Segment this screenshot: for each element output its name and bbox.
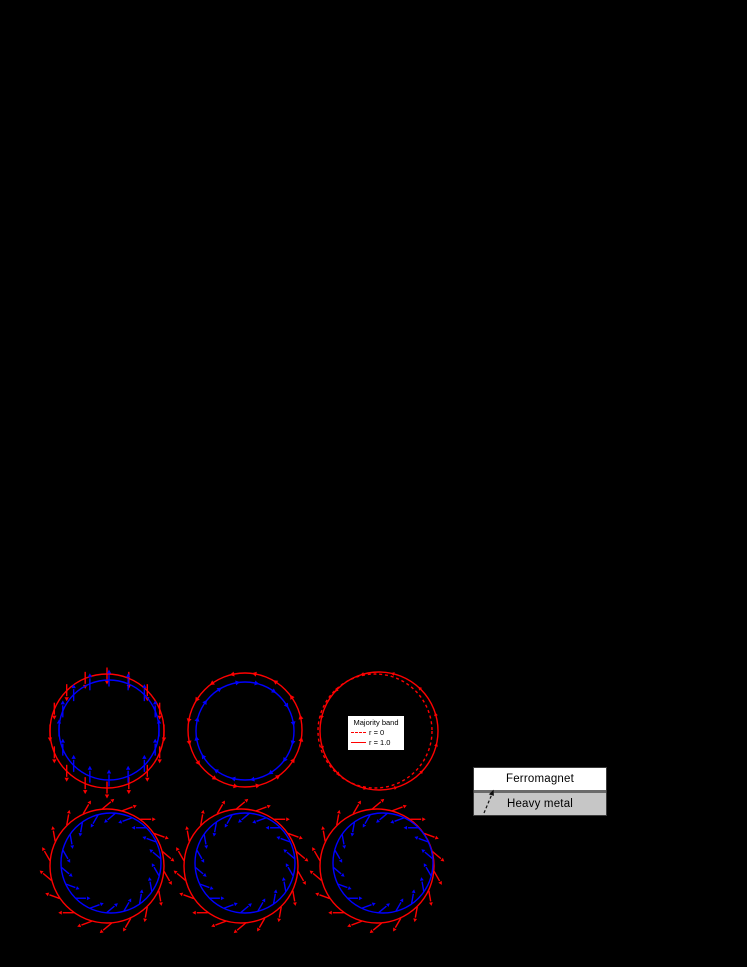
- bottom-right-blue-band-spin-arrow-head: [372, 903, 376, 907]
- bottom-left-blue-band-spin-arrow-head: [132, 826, 136, 830]
- top-left-blue-band-spin-arrow-head: [153, 739, 157, 743]
- bottom-right-blue-band-spin-arrow-head: [342, 845, 346, 849]
- bottom-middle-blue-band-spin-arrow-head: [221, 896, 225, 900]
- bottom-middle-blue-band-spin-arrow-head: [282, 877, 286, 881]
- bottom-right-blue-band-spin-arrow-head: [390, 820, 394, 824]
- panel-top-left: [48, 668, 166, 799]
- top-left-red-band-spin-arrow-head: [145, 778, 149, 782]
- bottom-middle-red-band-spin-arrow-head: [221, 800, 224, 804]
- bottom-left-blue-band-spin-arrow-head: [152, 863, 155, 867]
- bottom-right-red-band-spin-arrow-head: [315, 893, 319, 897]
- top-left-blue-band-spin-arrow-head: [88, 673, 92, 677]
- bottom-middle-blue-band-spin-arrow-head: [201, 859, 204, 863]
- bottom-left-red-band-spin-arrow-head: [87, 800, 90, 804]
- bottom-right-blue-band-spin-arrow: [362, 905, 371, 908]
- bottom-left-blue-band-spin-arrow-head: [128, 898, 131, 902]
- bottom-left-red-band-spin-arrow: [122, 807, 132, 811]
- bottom-left-red-band-spin-arrow-head: [42, 847, 45, 851]
- bottom-right-blue-band-spin-arrow-head: [363, 824, 366, 828]
- bottom-middle-red-band-spin-arrow-head: [176, 847, 179, 851]
- panel-bottom-right: [310, 799, 445, 933]
- bottom-middle-red-band-spin-arrow: [215, 921, 225, 925]
- bottom-middle-red-band-circle: [184, 809, 298, 923]
- bottom-middle-blue-band-spin-arrow-head: [252, 820, 256, 824]
- top-left-blue-band-spin-arrow-head: [107, 770, 111, 774]
- bottom-left-red-band-spin-arrow-head: [159, 902, 163, 906]
- bottom-left-red-band-spin-arrow-head: [165, 836, 169, 840]
- bottom-left-red-band-spin-arrow: [164, 871, 170, 881]
- bottom-right-blue-band-spin-arrow: [426, 867, 431, 876]
- bottom-middle-red-band-spin-arrow-head: [211, 924, 215, 928]
- bottom-left-red-band-spin-arrow-head: [123, 928, 126, 932]
- bottom-left-blue-band-spin-arrow: [90, 905, 99, 908]
- top-middle-red-band-circle: [188, 673, 302, 787]
- top-left-red-band-spin-arrow-head: [157, 759, 161, 763]
- bottom-left-red-band-spin-arrow-head: [51, 826, 55, 830]
- bottom-left-red-band-spin-arrow: [44, 851, 50, 861]
- bottom-right-red-band-spin-arrow-head: [403, 805, 407, 809]
- bottom-left-blue-band-spin-arrow: [107, 906, 115, 912]
- bottom-right-red-band-spin-arrow-head: [435, 836, 439, 840]
- bottom-right-blue-band-spin-arrow: [422, 882, 424, 892]
- bottom-left-blue-band-spin-arrow: [123, 818, 132, 821]
- bottom-left-red-band-spin-arrow: [159, 891, 161, 902]
- bottom-left-blue-band-spin-arrow: [63, 850, 68, 859]
- bottom-left-blue-band-spin-arrow-head: [87, 896, 91, 900]
- top-left-red-band-spin-arrow-head: [64, 778, 68, 782]
- bottom-middle-blue-band-spin-arrow: [242, 813, 250, 819]
- bottom-middle-blue-band-spin-arrow-head: [225, 824, 228, 828]
- bottom-middle-red-band-spin-arrow-head: [257, 928, 260, 932]
- top-middle-red-band-spin-arrow-head: [299, 715, 304, 720]
- bottom-middle-blue-band-spin-arrow-head: [266, 826, 270, 830]
- bottom-right-blue-band-spin-arrow-head: [339, 859, 342, 863]
- bottom-left-blue-band-spin-arrow: [150, 882, 152, 892]
- bottom-left-blue-band-spin-arrow: [108, 813, 116, 819]
- bottom-right-blue-band-spin-arrow-head: [400, 898, 403, 902]
- bottom-right-red-band-spin-arrow-head: [429, 902, 433, 906]
- legend-label-r1: r = 1.0: [369, 738, 391, 747]
- top-left-blue-band-spin-arrow-head: [71, 755, 75, 759]
- top-left-blue-band-spin-arrow-head: [126, 766, 130, 770]
- top-middle-red-band-spin-arrow-head: [187, 740, 192, 745]
- bottom-left-red-band-spin-arrow-head: [143, 918, 147, 922]
- bottom-right-blue-band-spin-arrow-head: [359, 896, 363, 900]
- bottom-middle-red-band-spin-arrow: [237, 923, 245, 930]
- top-left-red-band-spin-arrow-head: [52, 716, 56, 720]
- legend-row-r0: [350, 728, 402, 738]
- bottom-middle-red-band-spin-arrow: [178, 851, 184, 861]
- bottom-right-blue-band-spin-arrow-head: [414, 836, 418, 840]
- bottom-middle-blue-band-spin-arrow-head: [210, 886, 214, 890]
- top-left-blue-band-spin-arrow-head: [126, 673, 130, 677]
- top-middle-blue-band-spin-arrow-head: [254, 681, 259, 686]
- top-left-red-band-spin-arrow-head: [127, 790, 131, 794]
- panel-bottom-middle: [174, 799, 309, 933]
- legend-solid-line-icon: [351, 742, 366, 743]
- bottom-left-red-band-spin-arrow-head: [67, 810, 71, 814]
- bottom-right-red-band-spin-arrow: [372, 802, 380, 809]
- bottom-middle-red-band-spin-arrow-head: [299, 836, 303, 840]
- top-left-blue-band-spin-arrow-head: [61, 700, 65, 704]
- top-left-red-band-spin-arrow-head: [52, 759, 56, 763]
- bottom-middle-red-band-spin-arrow-head: [179, 893, 183, 897]
- bottom-middle-red-band-spin-arrow: [236, 802, 244, 809]
- bottom-middle-blue-band-spin-arrow-head: [276, 836, 280, 840]
- top-middle-blue-band-spin-arrow-head: [195, 717, 200, 722]
- bottom-right-red-band-spin-arrow-head: [347, 924, 351, 928]
- bottom-middle-blue-band-spin-arrow-head: [234, 903, 238, 907]
- bottom-middle-blue-band-spin-arrow: [257, 818, 266, 821]
- bilayer-schematic: [473, 767, 607, 816]
- bottom-right-red-band-spin-arrow-head: [321, 826, 325, 830]
- bottom-left-red-band-spin-arrow-head: [58, 911, 62, 915]
- bottom-right-blue-band-spin-arrow-head: [404, 826, 408, 830]
- bottom-middle-red-band-spin-arrow-head: [201, 810, 205, 814]
- bottom-left-blue-band-spin-arrow-head: [91, 824, 94, 828]
- bottom-right-red-band-spin-arrow: [323, 831, 325, 842]
- bottom-right-red-band-spin-arrow-head: [357, 800, 360, 804]
- bottom-right-blue-band-spin-arrow: [380, 813, 388, 819]
- top-middle-blue-band-spin-arrow-head: [231, 777, 236, 782]
- bottom-left-red-band-spin-arrow-head: [77, 924, 81, 928]
- bottom-right-red-band-spin-arrow-head: [422, 817, 426, 821]
- bottom-right-red-band-spin-arrow: [314, 851, 320, 861]
- bottom-left-blue-band-spin-arrow: [70, 835, 72, 845]
- bottom-right-red-band-spin-arrow-head: [312, 847, 315, 851]
- bottom-middle-red-band-spin-arrow-head: [302, 881, 305, 885]
- bottom-middle-blue-band-spin-arrow: [197, 850, 202, 859]
- bottom-middle-red-band-spin-arrow: [256, 807, 266, 811]
- top-middle-red-band-spin-arrow-head: [255, 784, 260, 789]
- bottom-middle-red-band-spin-arrow-head: [192, 911, 196, 915]
- heavy-metal-layer: [473, 793, 607, 816]
- legend-dashed-line-icon: [351, 732, 366, 733]
- legend-majority-band: [347, 715, 405, 751]
- bottom-left-red-band-spin-arrow-head: [168, 881, 171, 885]
- bottom-middle-blue-band-spin-arrow: [288, 867, 293, 876]
- bottom-right-red-band-spin-arrow-head: [328, 911, 332, 915]
- bottom-right-blue-band-spin-arrow-head: [348, 886, 352, 890]
- bottom-middle-blue-band-spin-arrow-head: [262, 898, 265, 902]
- top-middle-blue-band-circle: [196, 682, 294, 780]
- legend-title: Majority band: [353, 718, 399, 727]
- bottom-left-red-band-spin-arrow-head: [45, 893, 49, 897]
- bottom-left-red-band-spin-arrow: [81, 921, 91, 925]
- bottom-middle-red-band-spin-arrow-head: [277, 918, 281, 922]
- bottom-left-blue-band-spin-arrow-head: [142, 836, 146, 840]
- top-middle-blue-band-spin-arrow-head: [291, 740, 296, 745]
- bottom-right-red-band-spin-arrow: [429, 891, 431, 902]
- bottom-right-blue-band-spin-arrow: [395, 818, 404, 821]
- bottom-right-blue-band-spin-arrow-head: [412, 889, 416, 893]
- heavy-metal-label: Heavy metal: [506, 798, 574, 810]
- bottom-right-blue-band-spin-arrow: [379, 906, 387, 912]
- top-middle-red-band-spin-arrow-head: [230, 672, 235, 677]
- bottom-middle-red-band-spin-arrow-head: [293, 902, 297, 906]
- bottom-left-red-band-spin-arrow: [102, 802, 110, 809]
- top-left-blue-band-spin-arrow-head: [142, 755, 146, 759]
- bottom-left-red-band-spin-arrow: [103, 923, 111, 930]
- bottom-right-blue-band-spin-arrow-head: [424, 863, 427, 867]
- bottom-middle-red-band-spin-arrow: [293, 891, 295, 902]
- bottom-right-red-band-spin-arrow: [373, 923, 381, 930]
- top-left-blue-band-spin-arrow-head: [61, 739, 65, 743]
- bottom-right-red-band-spin-arrow-head: [438, 881, 441, 885]
- bottom-middle-blue-band-spin-arrow-head: [213, 833, 217, 837]
- ferromagnet-layer: [473, 767, 607, 790]
- panel-bottom-left: [40, 799, 175, 933]
- bottom-right-red-band-spin-arrow-head: [413, 918, 417, 922]
- top-left-red-band-spin-arrow-head: [83, 790, 87, 794]
- bottom-right-blue-band-spin-arrow-head: [351, 833, 355, 837]
- bottom-left-blue-band-spin-arrow-head: [67, 859, 70, 863]
- bottom-left-blue-band-spin-arrow-head: [70, 845, 74, 849]
- bottom-left-red-band-spin-arrow: [53, 831, 55, 842]
- bottom-left-red-band-spin-arrow-head: [152, 817, 156, 821]
- bottom-right-blue-band-spin-arrow-head: [420, 877, 424, 881]
- bottom-right-red-band-spin-arrow: [392, 807, 402, 811]
- top-left-red-band-spin-arrow-head: [105, 795, 109, 799]
- panel-top-middle: [187, 672, 304, 789]
- bottom-middle-blue-band-spin-arrow-head: [204, 845, 208, 849]
- bottom-left-red-band-circle: [50, 809, 164, 923]
- bottom-middle-red-band-spin-arrow-head: [286, 817, 290, 821]
- bottom-middle-blue-band-spin-arrow: [204, 835, 206, 845]
- ferromagnet-label: Ferromagnet: [505, 773, 575, 785]
- bottom-left-blue-band-spin-arrow-head: [76, 886, 80, 890]
- bottom-right-blue-band-spin-arrow: [335, 850, 340, 859]
- bottom-middle-blue-band-spin-arrow: [284, 882, 286, 892]
- bottom-left-blue-band-spin-arrow-head: [79, 833, 83, 837]
- bottom-middle-red-band-spin-arrow: [187, 831, 189, 842]
- bottom-middle-blue-band-spin-arrow-head: [286, 863, 289, 867]
- bottom-left-blue-band-spin-arrow-head: [140, 889, 144, 893]
- legend-row-r1: [350, 738, 402, 748]
- bottom-left-blue-band-spin-arrow-head: [118, 820, 122, 824]
- bottom-left-blue-band-spin-arrow: [154, 867, 159, 876]
- bottom-right-red-band-spin-arrow-head: [393, 928, 396, 932]
- bottom-middle-red-band-spin-arrow-head: [185, 826, 189, 830]
- bottom-right-red-band-spin-arrow: [434, 871, 440, 881]
- bottom-left-blue-band-spin-arrow-head: [100, 903, 104, 907]
- bottom-middle-blue-band-spin-arrow: [224, 905, 233, 908]
- top-left-blue-band-spin-arrow-head: [88, 766, 92, 770]
- bottom-middle-blue-band-spin-arrow: [241, 906, 249, 912]
- bottom-left-red-band-spin-arrow-head: [133, 805, 137, 809]
- bottom-middle-red-band-spin-arrow-head: [267, 805, 271, 809]
- bottom-right-red-band-spin-arrow-head: [337, 810, 341, 814]
- bottom-middle-red-band-spin-arrow: [298, 871, 304, 881]
- bottom-left-blue-band-spin-arrow-head: [148, 877, 152, 881]
- legend-label-r0: r = 0: [369, 728, 385, 737]
- bottom-right-blue-band-spin-arrow: [342, 835, 344, 845]
- bottom-middle-blue-band-spin-arrow-head: [274, 889, 278, 893]
- bottom-right-red-band-spin-arrow: [351, 921, 361, 925]
